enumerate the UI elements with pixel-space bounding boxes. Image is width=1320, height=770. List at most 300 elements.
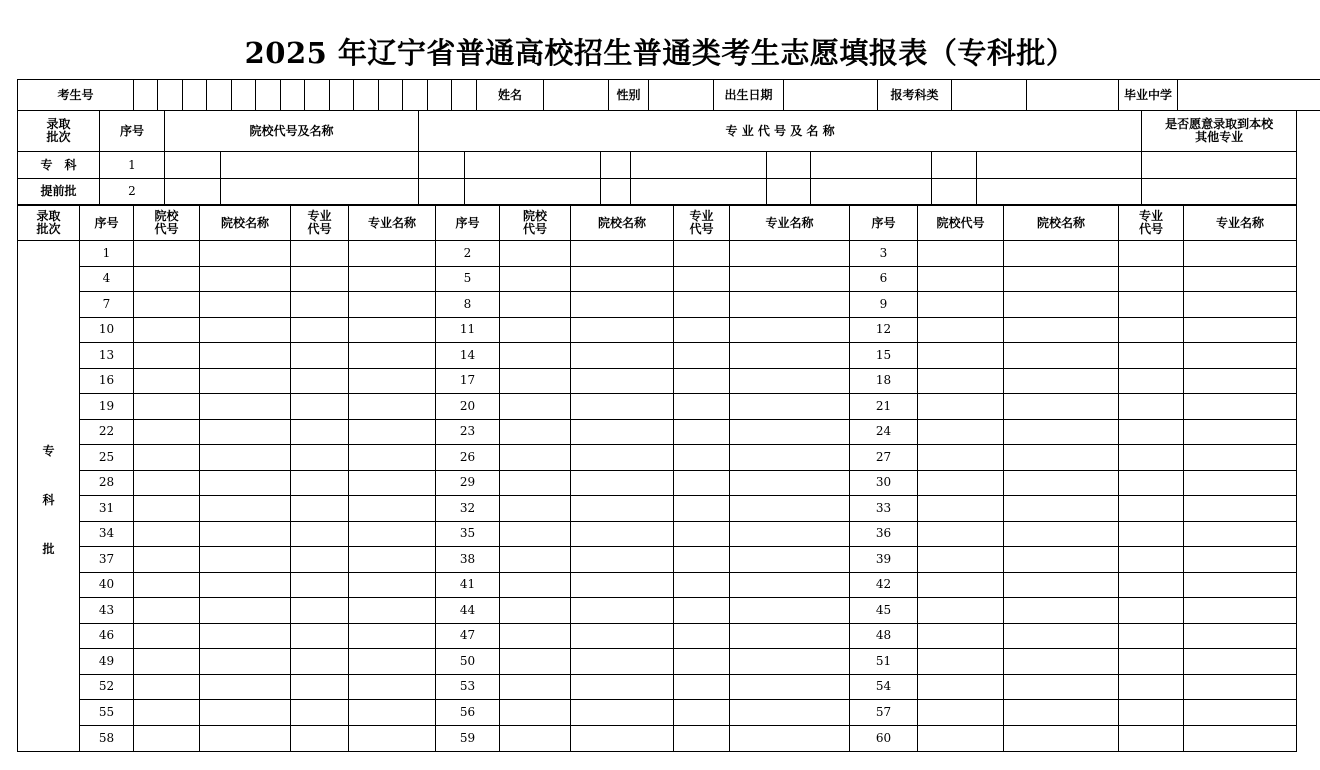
early-major-code[interactable] (601, 179, 631, 205)
school-name-cell[interactable] (571, 292, 674, 318)
school-name-cell[interactable] (571, 572, 674, 598)
major-name-cell[interactable] (349, 700, 436, 726)
school-code-cell[interactable] (500, 266, 571, 292)
major-name-cell[interactable] (349, 394, 436, 420)
school-code-cell[interactable] (500, 292, 571, 318)
major-name-cell[interactable] (730, 496, 850, 522)
student-no-digit[interactable] (354, 80, 379, 111)
school-name-cell[interactable] (1004, 521, 1119, 547)
major-code-cell[interactable] (674, 674, 730, 700)
seq-cell: 36 (850, 521, 918, 547)
major-code-cell[interactable] (674, 725, 730, 751)
school-name-cell[interactable] (1004, 292, 1119, 318)
school-name-cell[interactable] (200, 368, 291, 394)
major-name-cell[interactable] (730, 368, 850, 394)
student-no-digit[interactable] (232, 80, 256, 111)
student-no-digit[interactable] (281, 80, 305, 111)
school-code-cell[interactable] (134, 394, 200, 420)
seq-cell: 17 (436, 368, 500, 394)
student-no-digit[interactable] (330, 80, 354, 111)
school-code-cell[interactable] (918, 470, 1004, 496)
early-major-code[interactable] (767, 179, 811, 205)
school-name-cell[interactable] (571, 496, 674, 522)
school-name-cell[interactable] (571, 419, 674, 445)
school-code-cell[interactable] (500, 343, 571, 369)
major-name-cell[interactable] (1184, 623, 1297, 649)
major-name-cell[interactable] (1184, 521, 1297, 547)
school-code-cell[interactable] (918, 292, 1004, 318)
school-code-cell[interactable] (134, 598, 200, 624)
major-name-cell[interactable] (1184, 649, 1297, 675)
school-code-cell[interactable] (500, 547, 571, 573)
major-name-cell[interactable] (730, 292, 850, 318)
school-name-cell[interactable] (200, 700, 291, 726)
major-code-cell[interactable] (291, 649, 349, 675)
school-code-cell[interactable] (918, 649, 1004, 675)
school-name-cell[interactable] (1004, 725, 1119, 751)
major-code-cell[interactable] (1119, 700, 1184, 726)
school-name-cell[interactable] (200, 598, 291, 624)
school-code-cell[interactable] (918, 496, 1004, 522)
school-name-cell[interactable] (200, 419, 291, 445)
school-name-cell[interactable] (571, 470, 674, 496)
school-name-cell[interactable] (571, 241, 674, 267)
form-title: 2025 年辽宁省普通高校招生普通类考生志愿填报表（专科批） (244, 36, 1076, 70)
major-code-cell[interactable] (291, 317, 349, 343)
school-name-cell[interactable] (1004, 368, 1119, 394)
major-name-cell[interactable] (1184, 343, 1297, 369)
major-name-cell[interactable] (349, 445, 436, 471)
school-name-cell[interactable] (1004, 496, 1119, 522)
major-code-cell[interactable] (1119, 445, 1184, 471)
school-code-cell[interactable] (918, 572, 1004, 598)
school-code-cell[interactable] (500, 394, 571, 420)
major-code-cell[interactable] (1119, 266, 1184, 292)
seq-cell: 33 (850, 496, 918, 522)
school-name-cell[interactable] (1004, 674, 1119, 700)
major-code-cell[interactable] (291, 470, 349, 496)
school-name-cell[interactable] (200, 674, 291, 700)
school-name-cell[interactable] (1004, 649, 1119, 675)
school-code-cell[interactable] (500, 241, 571, 267)
major-name-cell[interactable] (1184, 317, 1297, 343)
early-school-name[interactable] (221, 179, 419, 205)
major-code-cell[interactable] (291, 547, 349, 573)
major-code-cell[interactable] (291, 572, 349, 598)
major-name-cell[interactable] (1184, 445, 1297, 471)
school-code-cell[interactable] (500, 623, 571, 649)
major-code-cell[interactable] (674, 521, 730, 547)
school-name-cell[interactable] (571, 317, 674, 343)
school-code-cell[interactable] (918, 317, 1004, 343)
major-name-cell[interactable] (1184, 598, 1297, 624)
major-code-cell[interactable] (291, 496, 349, 522)
major-name-cell[interactable] (349, 368, 436, 394)
school-name-cell[interactable] (571, 674, 674, 700)
major-code-cell[interactable] (1119, 521, 1184, 547)
student-no-digit[interactable] (403, 80, 428, 111)
major-name-cell[interactable] (1184, 419, 1297, 445)
early-accept-field[interactable] (1142, 152, 1297, 179)
major-code-cell[interactable] (1119, 317, 1184, 343)
school-code-cell[interactable] (134, 700, 200, 726)
major-name-cell[interactable] (730, 317, 850, 343)
batch-vertical-char: 专 (42, 444, 55, 459)
seq-cell: 45 (850, 598, 918, 624)
major-code-cell[interactable] (1119, 623, 1184, 649)
major-name-cell[interactable] (349, 649, 436, 675)
school-name-cell[interactable] (571, 598, 674, 624)
school-name-cell[interactable] (1004, 266, 1119, 292)
school-name-cell[interactable] (1004, 394, 1119, 420)
major-code-cell[interactable] (291, 394, 349, 420)
school-code-cell[interactable] (918, 266, 1004, 292)
school-name-cell[interactable] (200, 623, 291, 649)
school-name-cell[interactable] (200, 572, 291, 598)
school-code-cell[interactable] (134, 419, 200, 445)
major-code-cell[interactable] (674, 292, 730, 318)
early-major-name[interactable] (631, 152, 767, 179)
student-no-digit[interactable] (256, 80, 281, 111)
major-code-cell[interactable] (674, 368, 730, 394)
major-code-cell[interactable] (1119, 725, 1184, 751)
school-name-cell[interactable] (571, 649, 674, 675)
major-code-cell[interactable] (291, 623, 349, 649)
early-batch-label-1: 专 科 (18, 152, 100, 179)
school-code-cell[interactable] (134, 445, 200, 471)
major-code-cell[interactable] (1119, 368, 1184, 394)
seq-cell: 53 (436, 674, 500, 700)
major-name-cell[interactable] (1184, 241, 1297, 267)
major-name-cell[interactable] (1184, 266, 1297, 292)
school-code-cell[interactable] (134, 292, 200, 318)
early-school-code[interactable] (165, 152, 221, 179)
early-major-code[interactable] (767, 152, 811, 179)
school-code-cell[interactable] (500, 496, 571, 522)
early-major-code[interactable] (932, 152, 977, 179)
school-code-cell[interactable] (500, 521, 571, 547)
school-code-cell[interactable] (918, 547, 1004, 573)
school-code-cell[interactable] (134, 623, 200, 649)
school-name-cell[interactable] (571, 343, 674, 369)
school-code-cell[interactable] (918, 674, 1004, 700)
school-code-cell[interactable] (500, 445, 571, 471)
early-major-name[interactable] (631, 179, 767, 205)
school-code-cell[interactable] (134, 317, 200, 343)
school-name-cell[interactable] (571, 368, 674, 394)
major-name-cell[interactable] (1184, 368, 1297, 394)
major-name-cell[interactable] (730, 445, 850, 471)
major-code-cell[interactable] (1119, 572, 1184, 598)
school-code-cell[interactable] (500, 572, 571, 598)
major-code-cell[interactable] (674, 445, 730, 471)
name-field[interactable] (544, 80, 609, 111)
school-code-cell[interactable] (918, 368, 1004, 394)
major-code-cell[interactable] (291, 368, 349, 394)
major-name-cell[interactable] (730, 343, 850, 369)
major-code-cell[interactable] (1119, 674, 1184, 700)
early-school-code[interactable] (165, 179, 221, 205)
school-name-cell[interactable] (1004, 241, 1119, 267)
school-name-cell[interactable] (1004, 623, 1119, 649)
birth-field[interactable] (784, 80, 878, 111)
early-major-name[interactable] (465, 152, 601, 179)
major-name-cell[interactable] (730, 547, 850, 573)
school-code-cell[interactable] (500, 674, 571, 700)
major-code-cell[interactable] (674, 343, 730, 369)
school-name-cell[interactable] (200, 266, 291, 292)
early-major-name[interactable] (977, 179, 1142, 205)
major-code-cell[interactable] (674, 317, 730, 343)
school-code-cell[interactable] (918, 241, 1004, 267)
major-name-cell[interactable] (730, 649, 850, 675)
school-name-cell[interactable] (200, 725, 291, 751)
major-name-cell[interactable] (349, 674, 436, 700)
school-name-cell[interactable] (200, 521, 291, 547)
school-code-header: 院校 代号 (134, 206, 200, 241)
major-name-cell[interactable] (349, 266, 436, 292)
school-code-cell[interactable] (500, 368, 571, 394)
student-no-digit[interactable] (158, 80, 183, 111)
school-code-cell[interactable] (134, 521, 200, 547)
major-code-cell[interactable] (1119, 649, 1184, 675)
seq-cell: 25 (80, 445, 134, 471)
major-code-cell[interactable] (674, 241, 730, 267)
major-code-cell[interactable] (674, 700, 730, 726)
major-code-cell[interactable] (1119, 292, 1184, 318)
major-code-cell[interactable] (674, 623, 730, 649)
major-name-cell[interactable] (730, 419, 850, 445)
school-code-cell[interactable] (134, 572, 200, 598)
school-code-cell[interactable] (918, 521, 1004, 547)
major-name-cell[interactable] (349, 470, 436, 496)
school-code-cell[interactable] (918, 725, 1004, 751)
major-code-cell[interactable] (1119, 419, 1184, 445)
early-major-name[interactable] (811, 179, 932, 205)
school-code-cell[interactable] (918, 394, 1004, 420)
major-name-cell[interactable] (730, 394, 850, 420)
major-code-cell[interactable] (674, 649, 730, 675)
major-name-cell[interactable] (730, 598, 850, 624)
school-name-cell[interactable] (200, 445, 291, 471)
major-name-cell[interactable] (1184, 572, 1297, 598)
major-name-cell[interactable] (1184, 292, 1297, 318)
seq-cell: 41 (436, 572, 500, 598)
major-name-cell[interactable] (349, 547, 436, 573)
school-name-cell[interactable] (200, 649, 291, 675)
school-name-cell[interactable] (571, 394, 674, 420)
major-name-cell[interactable] (349, 521, 436, 547)
school-name-cell[interactable] (1004, 445, 1119, 471)
school-code-cell[interactable] (918, 700, 1004, 726)
school-code-cell[interactable] (134, 266, 200, 292)
school-name-cell[interactable] (200, 547, 291, 573)
school-code-cell[interactable] (134, 368, 200, 394)
major-code-cell[interactable] (291, 598, 349, 624)
school-field[interactable] (1178, 80, 1320, 111)
major-code-cell[interactable] (291, 521, 349, 547)
school-code-cell[interactable] (500, 700, 571, 726)
seq-cell: 60 (850, 725, 918, 751)
seq-cell: 38 (436, 547, 500, 573)
school-name-cell[interactable] (200, 470, 291, 496)
major-code-cell[interactable] (291, 241, 349, 267)
school-name-cell[interactable] (1004, 700, 1119, 726)
early-major-code[interactable] (419, 152, 465, 179)
school-name-cell[interactable] (571, 445, 674, 471)
major-name-cell[interactable] (1184, 674, 1297, 700)
major-code-cell[interactable] (291, 725, 349, 751)
major-code-cell[interactable] (291, 445, 349, 471)
major-code-cell[interactable] (674, 496, 730, 522)
subject-field-extra[interactable] (1027, 80, 1119, 111)
school-name-cell[interactable] (200, 394, 291, 420)
name-label: 姓名 (477, 80, 544, 111)
school-name-cell[interactable] (571, 725, 674, 751)
school-code-cell[interactable] (500, 470, 571, 496)
major-name-cell[interactable] (730, 674, 850, 700)
major-code-cell[interactable] (674, 419, 730, 445)
major-code-cell[interactable] (1119, 241, 1184, 267)
school-code-cell[interactable] (500, 598, 571, 624)
major-code-cell[interactable] (674, 266, 730, 292)
early-major-name[interactable] (977, 152, 1142, 179)
school-name-cell[interactable] (200, 241, 291, 267)
school-name-cell[interactable] (571, 547, 674, 573)
school-name-cell[interactable] (1004, 317, 1119, 343)
major-code-cell[interactable] (291, 674, 349, 700)
school-code-cell[interactable] (918, 445, 1004, 471)
major-name-cell[interactable] (730, 266, 850, 292)
school-code-cell[interactable] (918, 623, 1004, 649)
early-batch-header: 录取 批次 (18, 111, 100, 152)
school-code-cell[interactable] (134, 725, 200, 751)
major-name-cell[interactable] (349, 241, 436, 267)
major-name-cell[interactable] (1184, 725, 1297, 751)
school-code-cell[interactable] (134, 470, 200, 496)
school-code-cell[interactable] (134, 241, 200, 267)
major-name-cell[interactable] (349, 419, 436, 445)
major-code-cell[interactable] (291, 292, 349, 318)
subject-field[interactable] (952, 80, 1027, 111)
major-name-cell[interactable] (730, 521, 850, 547)
school-name-cell[interactable] (1004, 572, 1119, 598)
major-name-cell[interactable] (349, 292, 436, 318)
major-name-cell[interactable] (730, 572, 850, 598)
school-name-cell[interactable] (1004, 470, 1119, 496)
school-code-cell[interactable] (134, 547, 200, 573)
school-code-cell[interactable] (134, 343, 200, 369)
seq-cell: 11 (436, 317, 500, 343)
school-code-cell[interactable] (500, 419, 571, 445)
school-name-cell[interactable] (571, 521, 674, 547)
school-code-cell[interactable] (134, 496, 200, 522)
major-code-cell[interactable] (291, 343, 349, 369)
school-code-cell[interactable] (918, 419, 1004, 445)
school-name-cell[interactable] (1004, 419, 1119, 445)
school-code-cell[interactable] (918, 343, 1004, 369)
major-name-cell[interactable] (349, 598, 436, 624)
student-no-digit[interactable] (183, 80, 207, 111)
school-name-cell[interactable] (571, 266, 674, 292)
major-name-cell[interactable] (349, 725, 436, 751)
major-name-cell[interactable] (349, 317, 436, 343)
major-name-cell[interactable] (730, 700, 850, 726)
school-name-cell[interactable] (1004, 547, 1119, 573)
school-code-cell[interactable] (500, 649, 571, 675)
major-code-cell[interactable] (674, 598, 730, 624)
major-code-cell[interactable] (291, 700, 349, 726)
gender-field[interactable] (649, 80, 714, 111)
major-name-cell[interactable] (1184, 394, 1297, 420)
major-code-cell[interactable] (674, 394, 730, 420)
early-major-name[interactable] (811, 152, 932, 179)
major-code-cell[interactable] (674, 547, 730, 573)
major-name-cell[interactable] (1184, 700, 1297, 726)
major-code-cell[interactable] (674, 572, 730, 598)
early-major-code[interactable] (419, 179, 465, 205)
major-name-cell[interactable] (349, 572, 436, 598)
major-code-cell[interactable] (1119, 598, 1184, 624)
major-code-header: 专业 代号 (291, 206, 349, 241)
student-no-digit[interactable] (428, 80, 452, 111)
school-name-cell[interactable] (1004, 343, 1119, 369)
school-name-cell[interactable] (571, 623, 674, 649)
major-name-cell[interactable] (349, 496, 436, 522)
major-name-cell[interactable] (349, 623, 436, 649)
early-major-code[interactable] (932, 179, 977, 205)
major-code-cell[interactable] (1119, 547, 1184, 573)
major-name-cell[interactable] (730, 241, 850, 267)
early-major-name[interactable] (465, 179, 601, 205)
school-name-cell[interactable] (1004, 598, 1119, 624)
school-code-cell[interactable] (500, 725, 571, 751)
major-name-cell[interactable] (730, 470, 850, 496)
early-school-name[interactable] (221, 152, 419, 179)
school-name-cell[interactable] (571, 700, 674, 726)
major-name-cell[interactable] (1184, 470, 1297, 496)
student-no-digit[interactable] (305, 80, 330, 111)
school-name-cell[interactable] (200, 496, 291, 522)
student-no-digit[interactable] (379, 80, 403, 111)
major-name-cell[interactable] (730, 623, 850, 649)
major-code-cell[interactable] (1119, 394, 1184, 420)
major-code-cell[interactable] (291, 266, 349, 292)
school-code-cell[interactable] (918, 598, 1004, 624)
student-no-digit[interactable] (452, 80, 477, 111)
major-code-cell[interactable] (674, 470, 730, 496)
early-major-code[interactable] (601, 152, 631, 179)
school-name-cell[interactable] (200, 317, 291, 343)
major-name-cell[interactable] (1184, 547, 1297, 573)
early-accept-field[interactable] (1142, 179, 1297, 205)
student-no-digit[interactable] (207, 80, 232, 111)
seq-cell: 1 (80, 241, 134, 267)
school-name-cell[interactable] (200, 343, 291, 369)
major-name-cell[interactable] (349, 343, 436, 369)
major-code-cell[interactable] (1119, 496, 1184, 522)
school-name-cell[interactable] (200, 292, 291, 318)
major-name-cell[interactable] (730, 725, 850, 751)
student-no-digit[interactable] (134, 80, 158, 111)
major-code-cell[interactable] (1119, 343, 1184, 369)
school-code-cell[interactable] (134, 674, 200, 700)
major-code-cell[interactable] (291, 419, 349, 445)
school-code-cell[interactable] (134, 649, 200, 675)
school-code-cell[interactable] (500, 317, 571, 343)
major-code-cell[interactable] (1119, 470, 1184, 496)
major-name-cell[interactable] (1184, 496, 1297, 522)
